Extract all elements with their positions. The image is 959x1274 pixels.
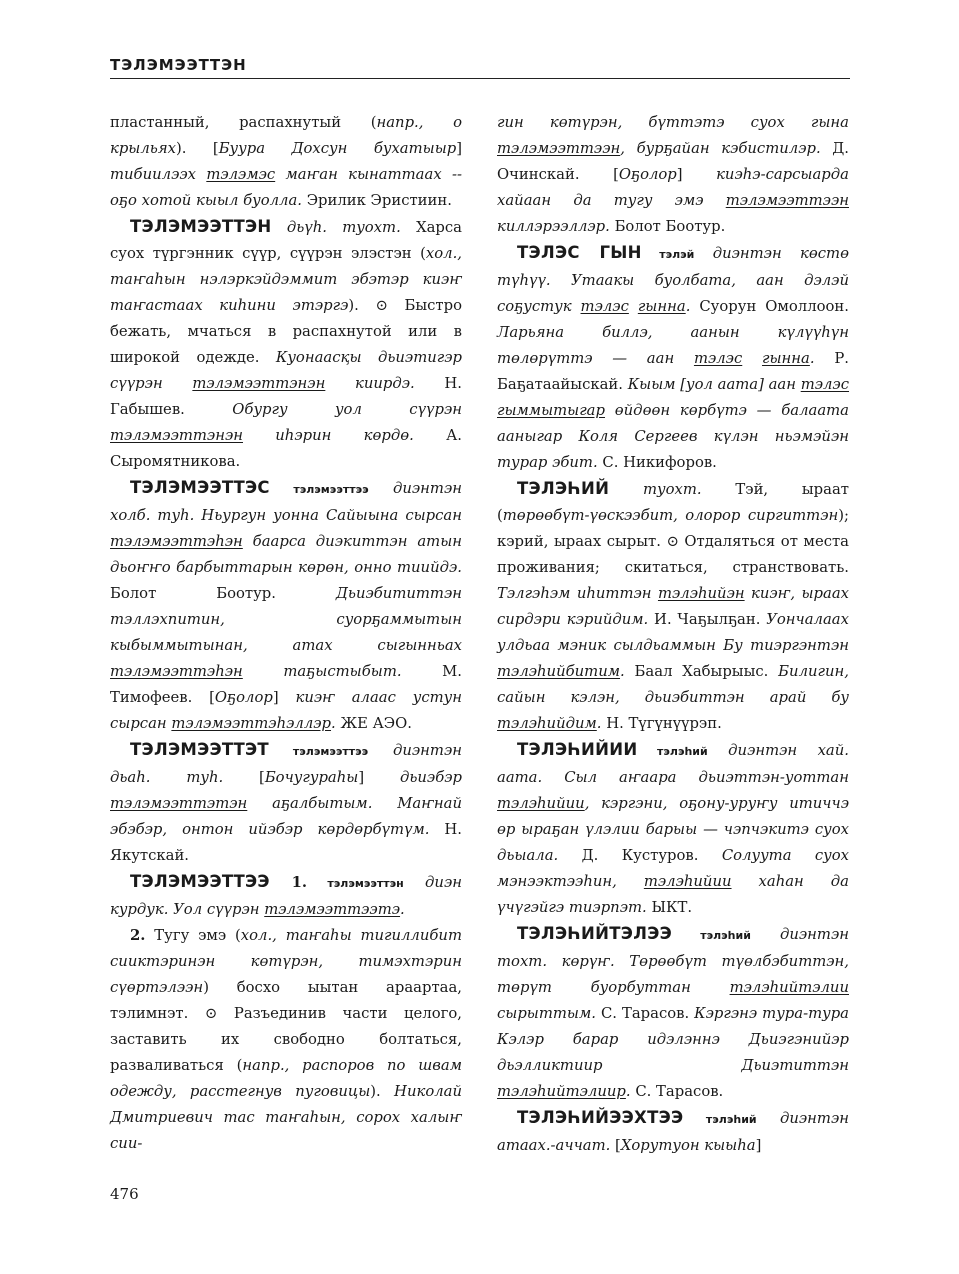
entry-continuation: пластанный, распахнутый (напр., о крыльях). [Буура Дохсун бухатыыр] тибиилээх тэлэмэс маҥан кынаттаах -- оҕо хотой кыыл буолла. Эрилик Эристиин. [110, 114, 462, 209]
page-number: 476 [110, 1185, 139, 1203]
headword: ТЭЛЭМЭЭТТЭТ [130, 740, 269, 759]
headword: ТЭЛЭҺИЙИИ [517, 740, 638, 759]
headword: ТЭЛЭМЭЭТТЭЭ [130, 872, 270, 891]
entry-telemeettee-sense-2: 2. Тугу эмэ (хол., таҥаһы тигиллибит сииктэринэн көтүрэн, тимэхтэрин сүөртэлээн) босхо ыытан араартаа, тэлимнэт. ⊙ Разъединив части целого, заставить их свободно болтаться, разваливаться (напр., распоров по швам одежду, расстегнув пуговицы). Николай Дмитриевич тас таҥаһын, сорох халыҥ сии- [110, 927, 462, 1152]
entry-telehiytelee: ТЭЛЭҺИЙТЭЛЭЭ тэлэһий диэнтэн тохт. көрүҥ. Төрөөбүт түөлбэбиттэн, төрүт буорбуттан тэлэһийтэлии сырыттым. С. Тарасов. Кэргэнэ тура-тура Кэлэр барар идэлэннэ Дьиэгэнийэр дьэлликтиир Дьиэтиттэн тэлэһийтэлиир. С. Тарасов. [497, 924, 849, 1100]
entry-teles-gyn: ТЭЛЭС ГЫН тэлэй диэнтэн көстө түһүү. Утаакы буолбата, аан дэлэй соҕустук тэлэс гынна. Суорун Омоллоон. Ларьяна биллэ, аанын күлүүһүн төлөрүттэ — аан тэлэс гынна. Р. Баҕатаайыскай. Кыым [уол аата] аан тэлэс гыммытыгар өйдөөн көрбүтэ — балаата ааныгар Коля Сергеев күлэн ньэмэйэн турар эбит. С. Никифоров. [497, 243, 850, 471]
headword: ТЭЛЭҺИЙЭЭХТЭЭ [517, 1108, 684, 1127]
left-column [110, 110, 462, 1157]
entry-telemeettes: ТЭЛЭМЭЭТТЭС тэлэмээттээ диэнтэн холб. туһ. Ньургун уонна Сайыына сырсан тэлэмээттэһэн баарса диэкиттэн атын дьоҥҥо барбыттарын көрөн, онно тиийдэ. Болот Боотур. Дьиэбититтэн тэллэхпитин, суорҕаммытын кыбыммытынан, атах сыгынньах тэлэмээттэһэн таҕыстыбыт. М. Тимофеев. [Оҕолор] киэҥ алаас устун сырсан тэлэмээттэһэллэр. ЖЕ АЭО. [110, 478, 462, 732]
entry-telemeettee: ТЭЛЭМЭЭТТЭЭ 1. тэлэмээттэн диэн курдук. Уол сүүрэн тэлэмээттээтэ. [110, 872, 462, 918]
headword: ТЭЛЭҺИЙ [517, 479, 610, 498]
headword: ТЭЛЭМЭЭТТЭС [130, 478, 270, 497]
entry-continuation: гин көтүрэн, бүттэтэ суох гына тэлэмээттээн, бурҕайан кэбистилэр. Д. Очинскай. [Оҕолор] киэһэ-сарсыарда хайаан да тугу эмэ тэлэмээттээн киллэрээллэр. Болот Боотур. [497, 114, 849, 235]
entry-telehiyii: ТЭЛЭҺИЙИИ тэлэһий диэнтэн хай. аата. Сыл аҥаара дьиэттэн-уоттан тэлэһийии, кэргэни, оҕону-уруҥу итиччэ өр ыраҕан үлэлии барыы — чэпчэкитэ суох дьыала. Д. Кустуров. Солуута суох мэнээктээһин, тэлэһийии хаһан да үчүгэйгэ тиэрпэт. ЫКТ. [497, 740, 850, 916]
entry-telehiy: ТЭЛЭҺИЙ туохт. Тэй, ыраат (төрөөбүт-үөскээбит, олорор сиргиттэн); кэрий, ыраах сырыт. ⊙ Отдаляться от места проживания; скитаться, странствовать. Тэлгэһэм иһиттэн тэлэһийэн киэҥ, ыраах сирдэри кэрийдим. И. Чаҕылҕан. Уончалаах улдьаа мэник сылдьаммын Бу тиэргэнтэн тэлэһийбитим. Баал Хабырыыс. Билигин, сайын кэлэн, дьиэбиттэн арай бу тэлэһийдим. Н. Түгүнүүрэп. [497, 479, 849, 732]
entry-telemeetten: ТЭЛЭМЭЭТТЭН дьүһ. туохт. Харса суох түргэнник сүүр, сүүрэн элэстэн (хол., таҥаһын нэлэркэйдэммит эбэтэр киэҥ таҥастаах киһини этэргэ). ⊙ Быстро бежать, мчаться в распахнутой или в широкой одежде. Куонаасқы дьиэтигэр сүүрэн тэлэмээттэнэн киирдэ. Н. Габышев. Обургу уол сүүрэн тэлэмээттэнэн иһэрин көрдө. А. Сыромятникова. [110, 217, 462, 470]
entry-telemeettet: ТЭЛЭМЭЭТТЭТ тэлэмээттээ диэнтэн дьаһ. туһ. [Бочугураһы] дьиэбэр тэлэмээттэтэн аҕалбытым. Маҥнай эбэбэр, онтон ийэбэр көрдөрбүтүм. Н. Якутскай. [110, 740, 463, 864]
header-rule [110, 78, 850, 79]
entry-telehiyeekhtee: ТЭЛЭҺИЙЭЭХТЭЭ тэлэһий диэнтэн атаах.-аччат. [Хорутуон кыыһа] [497, 1108, 849, 1154]
headword: ТЭЛЭМЭЭТТЭН [130, 217, 272, 236]
right-column [497, 110, 849, 1159]
headword: ТЭЛЭҺИЙТЭЛЭЭ [517, 924, 673, 943]
headword: ТЭЛЭС ГЫН [517, 243, 642, 262]
running-header: ТЭЛЭМЭЭТТЭН [110, 56, 247, 74]
